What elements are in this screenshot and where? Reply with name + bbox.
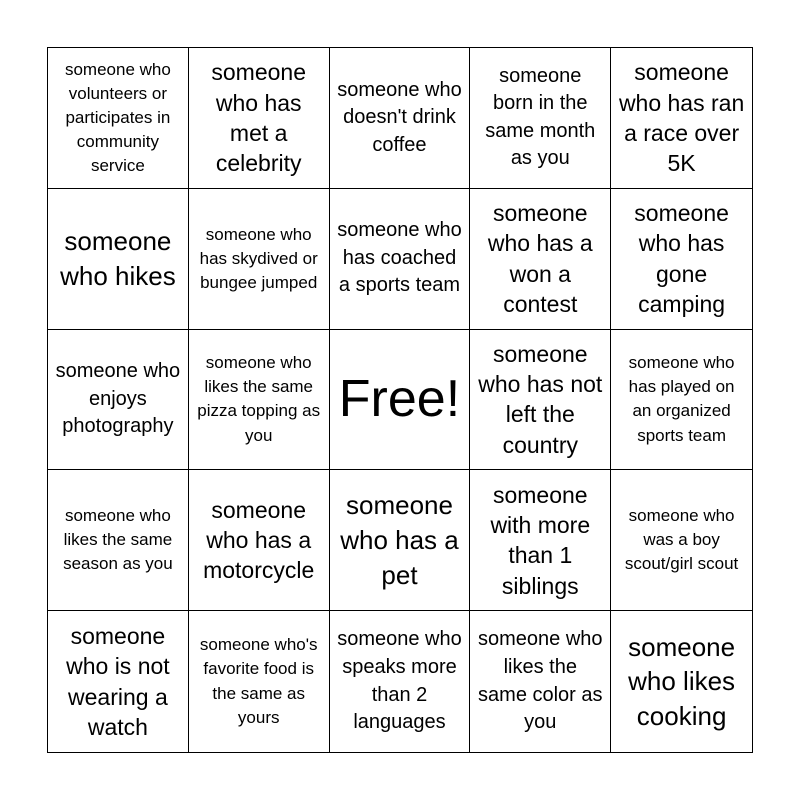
bingo-cell-1-3[interactable] xyxy=(330,48,471,189)
bingo-cell-4-4[interactable] xyxy=(470,470,611,611)
cell-text: someone who likes the same pizza topping as you xyxy=(197,353,321,445)
cell-text: someone who hikes xyxy=(60,226,176,291)
bingo-cell-3-1[interactable] xyxy=(48,330,189,471)
bingo-cell-1-4[interactable] xyxy=(470,48,611,189)
bingo-cell-4-3[interactable] xyxy=(330,470,471,611)
cell-text: someone who likes the same season as you xyxy=(63,506,173,574)
cell-text: someone who's favorite food is the same as yours xyxy=(199,635,318,727)
bingo-cell-5-2[interactable] xyxy=(189,611,330,752)
bingo-cell-1-5[interactable] xyxy=(611,48,752,189)
bingo-cell-5-4[interactable] xyxy=(470,611,611,752)
bingo-cell-3-3[interactable] xyxy=(330,330,471,471)
cell-text: someone who doesn't drink coffee xyxy=(337,78,462,156)
bingo-cell-4-2[interactable] xyxy=(189,470,330,611)
bingo-cell-1-1[interactable] xyxy=(48,48,189,189)
cell-text: someone with more than 1 siblings xyxy=(490,481,591,599)
bingo-cell-4-1[interactable] xyxy=(48,470,189,611)
bingo-cell-2-1[interactable] xyxy=(48,189,189,330)
bingo-board xyxy=(47,47,753,753)
cell-text: someone who has a pet xyxy=(340,490,459,590)
cell-text: someone who has played on an organized sports team xyxy=(628,353,735,445)
cell-text: someone who has skydived or bungee jumped xyxy=(199,224,318,292)
bingo-cell-3-4[interactable] xyxy=(470,330,611,471)
bingo-cell-1-2[interactable] xyxy=(189,48,330,189)
cell-text: someone who has gone camping xyxy=(634,199,729,318)
cell-text: someone who likes cooking xyxy=(628,631,736,731)
cell-text: someone who speaks more than 2 languages xyxy=(337,628,462,734)
bingo-cell-5-3[interactable] xyxy=(330,611,471,752)
cell-text: someone who has a won a contest xyxy=(487,199,593,318)
cell-text: someone who volunteers or participates in community service xyxy=(64,59,171,176)
bingo-cell-2-5[interactable] xyxy=(611,189,752,330)
bingo-cell-4-5[interactable] xyxy=(611,470,752,611)
cell-text: someone who was a boy scout/girl scout xyxy=(624,506,739,574)
cell-text: someone who likes the same color as you xyxy=(478,628,603,734)
cell-text: someone who has met a celebrity xyxy=(211,59,306,177)
bingo-cell-3-5[interactable] xyxy=(611,330,752,471)
cell-text: someone who is not wearing a watch xyxy=(66,622,170,740)
cell-text: someone who has coached a sports team xyxy=(337,219,462,297)
cell-text: someone who enjoys photography xyxy=(55,360,181,438)
cell-text: someone born in the same month as you xyxy=(485,64,596,170)
bingo-cell-3-2[interactable] xyxy=(189,330,330,471)
cell-text: someone who has not left the country xyxy=(478,340,603,458)
bingo-cell-2-3[interactable] xyxy=(330,189,471,330)
cell-text: someone who has ran a race over 5K xyxy=(618,59,745,177)
bingo-cell-5-1[interactable] xyxy=(48,611,189,752)
cell-text: someone who has a motorcycle xyxy=(203,496,315,584)
free-space-label: Free! xyxy=(338,370,461,429)
bingo-cell-2-2[interactable] xyxy=(189,189,330,330)
bingo-cell-5-5[interactable] xyxy=(611,611,752,752)
bingo-cell-2-4[interactable] xyxy=(470,189,611,330)
